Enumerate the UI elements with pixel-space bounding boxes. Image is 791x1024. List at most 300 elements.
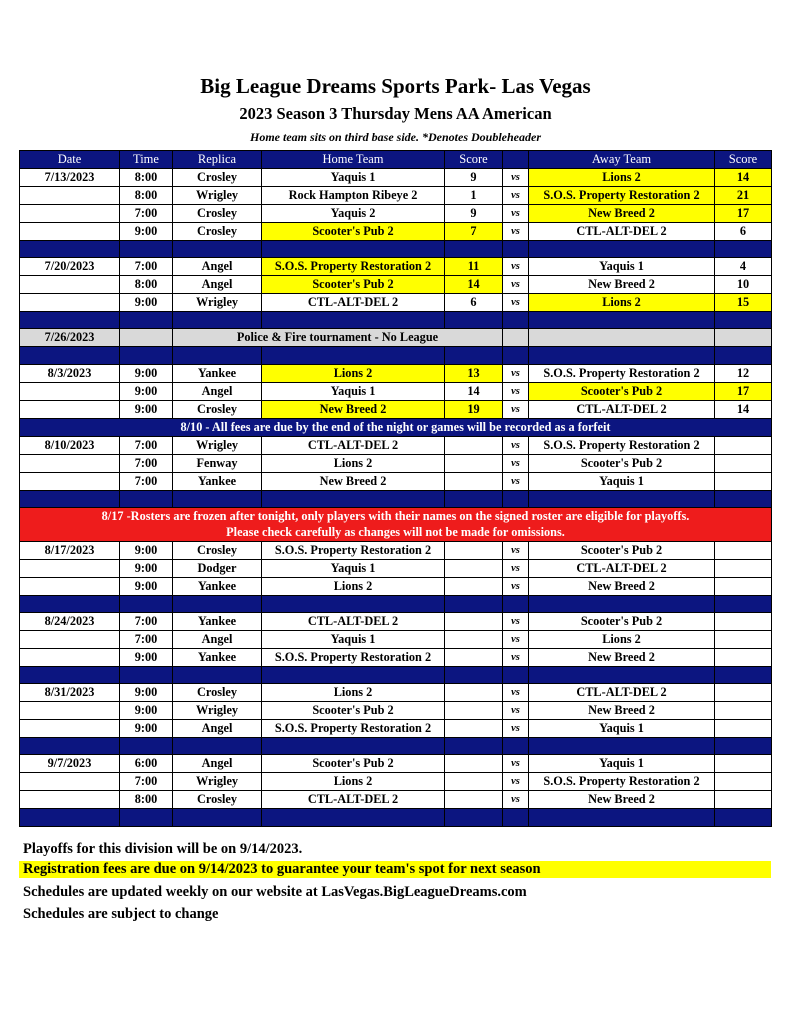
away-score-cell [715,720,772,738]
date-cell [20,702,120,720]
column-header-replica: Replica [173,151,262,169]
separator-cell [120,312,173,329]
away-team-cell: New Breed 2 [529,702,715,720]
date-cell [20,294,120,312]
separator-cell [529,347,715,364]
replica-cell: Fenway [173,454,262,472]
home-team-cell: CTL-ALT-DEL 2 [262,612,445,630]
separator-cell [445,809,503,826]
home-score-cell: 7 [445,223,503,241]
replica-cell: Angel [173,276,262,294]
replica-cell: Crosley [173,541,262,559]
separator-cell [503,666,529,683]
game-row [20,791,772,809]
schedule-note: Home team sits on third base side. *Denotes Doubleheader [250,130,541,144]
separator-row [20,738,772,755]
date-cell [20,773,120,791]
replica-cell: Angel [173,755,262,773]
home-score-cell: 11 [445,258,503,276]
website-notice: Schedules are updated weekly on our website at LasVegas.BigLeagueDreams.com [23,884,527,900]
game-row [20,205,772,223]
separator-cell [20,595,120,612]
separator-cell [715,312,772,329]
away-team-cell: New Breed 2 [529,276,715,294]
replica-cell: Yankee [173,472,262,490]
away-score-cell: 12 [715,364,772,382]
away-score-cell [715,773,772,791]
vs-cell: vs [503,454,529,472]
column-header-away-team: Away Team [529,151,715,169]
vs-cell: vs [503,577,529,595]
roster-notice-row [20,507,772,541]
vs-cell: vs [503,684,529,702]
home-score-cell [445,541,503,559]
vs-cell: vs [503,630,529,648]
separator-cell [445,666,503,683]
replica-cell: Yankee [173,364,262,382]
empty-cell [503,329,529,347]
away-team-cell: CTL-ALT-DEL 2 [529,684,715,702]
home-score-cell: 1 [445,187,503,205]
game-row [20,612,772,630]
separator-row [20,595,772,612]
home-score-cell [445,436,503,454]
game-row [20,684,772,702]
separator-cell [503,595,529,612]
roster-notice-line2: Please check carefully as changes will not be made for omissions. [226,525,565,540]
date-cell [20,720,120,738]
separator-cell [20,809,120,826]
home-score-cell [445,612,503,630]
separator-cell [529,241,715,258]
away-score-cell [715,577,772,595]
roster-notice [20,507,772,541]
vs-cell: vs [503,436,529,454]
away-score-cell [715,541,772,559]
date-cell [20,791,120,809]
home-score-cell: 14 [445,382,503,400]
playoffs-notice: Playoffs for this division will be on 9/14/2023. [23,841,303,857]
away-team-cell: S.O.S. Property Restoration 2 [529,436,715,454]
away-score-cell [715,612,772,630]
home-team-cell: Yaquis 1 [262,630,445,648]
away-score-cell [715,791,772,809]
time-cell: 7:00 [120,454,173,472]
time-cell: 7:00 [120,612,173,630]
time-cell: 9:00 [120,541,173,559]
separator-cell [173,738,262,755]
separator-cell [715,347,772,364]
home-team-cell: Lions 2 [262,773,445,791]
away-team-cell: Scooter's Pub 2 [529,612,715,630]
date-cell: 7/13/2023 [20,169,120,187]
vs-cell: vs [503,559,529,577]
vs-cell: vs [503,276,529,294]
separator-cell [20,241,120,258]
time-cell: 9:00 [120,648,173,666]
date-cell: 7/26/2023 [20,329,120,347]
game-row [20,436,772,454]
time-cell: 7:00 [120,630,173,648]
separator-cell [445,490,503,507]
date-cell [20,400,120,418]
home-team-cell: Yaquis 1 [262,382,445,400]
time-cell: 9:00 [120,382,173,400]
separator-row [20,490,772,507]
separator-cell [445,595,503,612]
separator-cell [20,666,120,683]
replica-cell: Crosley [173,791,262,809]
fees-notice-row [20,418,772,436]
date-cell: 8/17/2023 [20,541,120,559]
game-row [20,541,772,559]
home-score-cell [445,755,503,773]
home-score-cell: 13 [445,364,503,382]
no-league-row [20,329,772,347]
replica-cell: Yankee [173,577,262,595]
page-title: Big League Dreams Sports Park- Las Vegas [200,74,591,98]
separator-cell [445,738,503,755]
separator-cell [503,347,529,364]
vs-cell: vs [503,472,529,490]
vs-cell: vs [503,294,529,312]
separator-row [20,666,772,683]
home-team-cell: Lions 2 [262,454,445,472]
away-team-cell: S.O.S. Property Restoration 2 [529,364,715,382]
date-cell: 8/10/2023 [20,436,120,454]
date-cell: 8/24/2023 [20,612,120,630]
separator-cell [173,312,262,329]
home-team-cell: Scooter's Pub 2 [262,755,445,773]
schedule-table [19,150,772,827]
replica-cell: Crosley [173,400,262,418]
home-team-cell: Lions 2 [262,577,445,595]
separator-cell [173,490,262,507]
separator-cell [120,738,173,755]
replica-cell: Crosley [173,223,262,241]
date-cell: 7/20/2023 [20,258,120,276]
time-cell: 6:00 [120,755,173,773]
away-team-cell: Lions 2 [529,169,715,187]
away-score-cell [715,472,772,490]
date-cell [20,276,120,294]
game-row [20,294,772,312]
replica-cell: Yankee [173,648,262,666]
away-team-cell: Lions 2 [529,630,715,648]
home-score-cell: 9 [445,169,503,187]
time-cell: 9:00 [120,559,173,577]
vs-cell: vs [503,791,529,809]
vs-cell: vs [503,702,529,720]
away-team-cell: Yaquis 1 [529,720,715,738]
time-cell: 7:00 [120,436,173,454]
away-team-cell: New Breed 2 [529,205,715,223]
separator-cell [715,595,772,612]
date-cell [20,187,120,205]
home-score-cell [445,472,503,490]
no-league-text: Police & Fire tournament - No League [173,329,503,347]
column-header-time: Time [120,151,173,169]
replica-cell: Wrigley [173,773,262,791]
vs-cell: vs [503,205,529,223]
column-header-away-score: Score [715,151,772,169]
vs-cell: vs [503,400,529,418]
separator-cell [120,347,173,364]
home-team-cell: S.O.S. Property Restoration 2 [262,648,445,666]
game-row [20,276,772,294]
date-cell [20,205,120,223]
time-cell: 9:00 [120,294,173,312]
time-cell: 8:00 [120,187,173,205]
away-team-cell: Lions 2 [529,294,715,312]
game-row [20,382,772,400]
home-team-cell: Lions 2 [262,684,445,702]
home-score-cell [445,577,503,595]
game-row [20,223,772,241]
game-row [20,472,772,490]
separator-cell [173,241,262,258]
separator-cell [503,738,529,755]
separator-row [20,241,772,258]
home-team-cell: New Breed 2 [262,400,445,418]
replica-cell: Angel [173,382,262,400]
home-team-cell: New Breed 2 [262,472,445,490]
home-team-cell: Scooter's Pub 2 [262,276,445,294]
replica-cell: Crosley [173,684,262,702]
date-cell [20,382,120,400]
empty-cell [715,329,772,347]
separator-cell [503,490,529,507]
separator-cell [120,666,173,683]
separator-cell [262,490,445,507]
game-row [20,454,772,472]
away-score-cell [715,630,772,648]
separator-cell [120,490,173,507]
time-cell: 7:00 [120,258,173,276]
away-score-cell [715,755,772,773]
away-team-cell: S.O.S. Property Restoration 2 [529,187,715,205]
date-cell [20,577,120,595]
separator-cell [262,241,445,258]
game-row [20,364,772,382]
away-team-cell: New Breed 2 [529,577,715,595]
vs-cell: vs [503,773,529,791]
game-row [20,400,772,418]
replica-cell: Wrigley [173,187,262,205]
replica-cell: Angel [173,720,262,738]
away-team-cell: S.O.S. Property Restoration 2 [529,773,715,791]
separator-cell [173,666,262,683]
separator-cell [20,738,120,755]
away-score-cell [715,648,772,666]
date-cell: 8/31/2023 [20,684,120,702]
game-row [20,169,772,187]
separator-cell [173,809,262,826]
date-cell [20,648,120,666]
separator-cell [715,666,772,683]
date-cell [20,630,120,648]
game-row [20,755,772,773]
column-header-home-score: Score [445,151,503,169]
game-row [20,258,772,276]
game-row [20,559,772,577]
home-team-cell: Scooter's Pub 2 [262,223,445,241]
home-team-cell: Scooter's Pub 2 [262,702,445,720]
time-cell: 9:00 [120,702,173,720]
game-row [20,648,772,666]
separator-cell [715,809,772,826]
away-score-cell [715,559,772,577]
separator-cell [262,312,445,329]
time-cell: 8:00 [120,169,173,187]
separator-cell [529,312,715,329]
replica-cell: Dodger [173,559,262,577]
away-team-cell: New Breed 2 [529,791,715,809]
separator-cell [715,738,772,755]
home-score-cell: 9 [445,205,503,223]
fees-notice: 8/10 - All fees are due by the end of the night or games will be recorded as a forfeit [20,418,772,436]
away-score-cell: 14 [715,400,772,418]
time-cell: 9:00 [120,720,173,738]
separator-cell [20,347,120,364]
separator-cell [262,809,445,826]
separator-cell [262,666,445,683]
replica-cell: Crosley [173,205,262,223]
time-cell: 9:00 [120,223,173,241]
home-score-cell [445,791,503,809]
replica-cell: Wrigley [173,702,262,720]
separator-cell [262,347,445,364]
replica-cell: Wrigley [173,436,262,454]
vs-cell: vs [503,541,529,559]
away-team-cell: Scooter's Pub 2 [529,454,715,472]
column-header-vs [503,151,529,169]
time-cell: 9:00 [120,400,173,418]
separator-cell [503,241,529,258]
game-row [20,630,772,648]
separator-cell [173,347,262,364]
separator-cell [120,809,173,826]
home-team-cell: Rock Hampton Ribeye 2 [262,187,445,205]
separator-row [20,312,772,329]
date-cell [20,472,120,490]
away-score-cell [715,436,772,454]
vs-cell: vs [503,364,529,382]
table-header-row [20,151,772,169]
away-team-cell: Yaquis 1 [529,258,715,276]
game-row [20,187,772,205]
vs-cell: vs [503,612,529,630]
away-team-cell: CTL-ALT-DEL 2 [529,559,715,577]
away-team-cell: Scooter's Pub 2 [529,541,715,559]
date-cell [20,559,120,577]
separator-row [20,809,772,826]
separator-cell [715,241,772,258]
separator-cell [262,738,445,755]
away-score-cell: 4 [715,258,772,276]
game-row [20,720,772,738]
time-cell: 8:00 [120,791,173,809]
home-score-cell [445,702,503,720]
date-cell: 9/7/2023 [20,755,120,773]
away-team-cell: CTL-ALT-DEL 2 [529,400,715,418]
away-score-cell [715,454,772,472]
separator-cell [262,595,445,612]
page-subtitle: 2023 Season 3 Thursday Mens AA American [239,104,552,123]
away-score-cell: 14 [715,169,772,187]
replica-cell: Wrigley [173,294,262,312]
separator-cell [445,312,503,329]
empty-cell [120,329,173,347]
vs-cell: vs [503,169,529,187]
time-cell: 7:00 [120,472,173,490]
away-score-cell: 17 [715,382,772,400]
away-score-cell [715,684,772,702]
home-score-cell: 19 [445,400,503,418]
away-score-cell: 17 [715,205,772,223]
home-team-cell: S.O.S. Property Restoration 2 [262,541,445,559]
date-cell: 8/3/2023 [20,364,120,382]
separator-cell [529,490,715,507]
column-header-home-team: Home Team [262,151,445,169]
separator-row [20,347,772,364]
away-team-cell: New Breed 2 [529,648,715,666]
vs-cell: vs [503,648,529,666]
away-score-cell: 10 [715,276,772,294]
away-team-cell: CTL-ALT-DEL 2 [529,223,715,241]
replica-cell: Angel [173,630,262,648]
separator-cell [529,595,715,612]
away-team-cell: Yaquis 1 [529,472,715,490]
separator-cell [529,666,715,683]
home-score-cell [445,559,503,577]
change-notice: Schedules are subject to change [23,906,219,922]
date-cell [20,454,120,472]
time-cell: 9:00 [120,577,173,595]
home-team-cell: CTL-ALT-DEL 2 [262,791,445,809]
game-row [20,702,772,720]
vs-cell: vs [503,258,529,276]
home-team-cell: Yaquis 1 [262,169,445,187]
separator-cell [120,595,173,612]
separator-cell [529,809,715,826]
home-score-cell [445,720,503,738]
game-row [20,577,772,595]
home-score-cell: 14 [445,276,503,294]
away-team-cell: Yaquis 1 [529,755,715,773]
roster-notice-line1: 8/17 -Rosters are frozen after tonight, only players with their names on the signed roster are eligible for playoffs. [101,509,690,524]
separator-cell [445,241,503,258]
separator-cell [529,738,715,755]
empty-cell [529,329,715,347]
home-score-cell [445,773,503,791]
home-team-cell: Yaquis 2 [262,205,445,223]
time-cell: 8:00 [120,276,173,294]
away-score-cell [715,702,772,720]
replica-cell: Crosley [173,169,262,187]
separator-cell [715,490,772,507]
away-score-cell: 21 [715,187,772,205]
home-score-cell: 6 [445,294,503,312]
vs-cell: vs [503,187,529,205]
away-team-cell: Scooter's Pub 2 [529,382,715,400]
vs-cell: vs [503,755,529,773]
separator-cell [445,347,503,364]
time-cell: 9:00 [120,364,173,382]
home-score-cell [445,684,503,702]
away-score-cell: 6 [715,223,772,241]
vs-cell: vs [503,382,529,400]
